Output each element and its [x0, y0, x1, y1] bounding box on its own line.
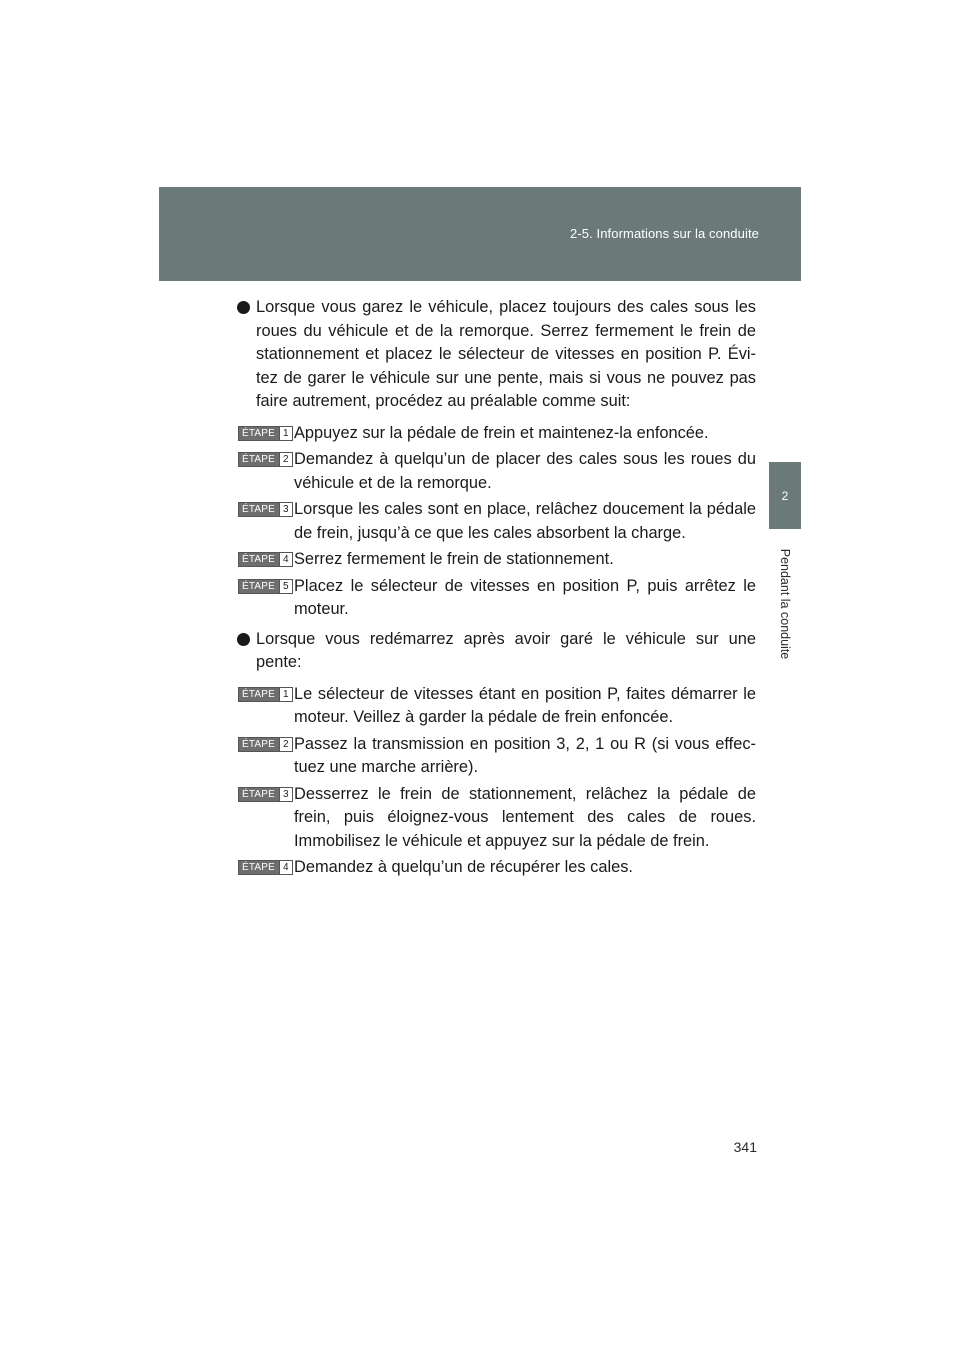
step-badge-label: ÉTAPE	[239, 503, 279, 516]
step-badge-number: 4	[279, 553, 292, 566]
step-badge-label: ÉTAPE	[239, 553, 279, 566]
page-number: 341	[733, 1139, 757, 1155]
step-item	[238, 422, 756, 446]
step-badge	[238, 579, 293, 594]
step-badge	[238, 552, 293, 567]
step-badge	[238, 502, 293, 517]
step-item	[238, 683, 756, 730]
bullet-dot-icon	[237, 301, 250, 314]
step-badge	[238, 737, 293, 752]
step-list-restart	[238, 683, 756, 880]
step-badge	[238, 426, 293, 441]
step-text: Serrez fermement le frein de stationnement.	[294, 550, 614, 568]
step-text: Demandez à quelqu’un de récupérer les cales.	[294, 858, 633, 876]
step-badge-number: 1	[279, 688, 292, 701]
chapter-number: 2	[781, 489, 789, 503]
bullet-dot-icon	[237, 633, 250, 646]
step-text: Le sélecteur de vitesses étant en position P, faites démarrer le moteur. Veillez à garder la pédale de frein enfoncée.	[294, 684, 756, 726]
step-badge-label: ÉTAPE	[239, 453, 279, 466]
step-badge-number: 1	[279, 427, 292, 440]
step-badge	[238, 687, 293, 702]
bullet-text: Lorsque vous garez le véhicule, placez toujours des cales sous les roues du véhicule et de la remorque. Serrez fermement le frein de stationnement et placez le sélecteur de vitesses en position P. Évi-tez de garer le véhicule sur une pente, mais si vous ne pouvez pas faire autrement, procédez au préalable comme suit:	[256, 298, 756, 410]
step-item	[238, 548, 756, 572]
step-text: Lorsque les cales sont en place, relâchez doucement la pédale de frein, jusqu’à ce que les cales absorbent la charge.	[294, 500, 756, 542]
step-badge-label: ÉTAPE	[239, 580, 279, 593]
chapter-label: Pendant la conduite	[778, 548, 792, 660]
step-badge	[238, 452, 293, 467]
step-badge-number: 2	[279, 453, 292, 466]
step-badge-label: ÉTAPE	[239, 861, 279, 874]
step-badge-number: 3	[279, 503, 292, 516]
step-item	[238, 733, 756, 780]
page-content	[238, 296, 756, 883]
step-item	[238, 783, 756, 854]
step-item	[238, 448, 756, 495]
step-badge	[238, 787, 293, 802]
step-badge-label: ÉTAPE	[239, 738, 279, 751]
step-badge-number: 4	[279, 861, 292, 874]
bullet-restart	[238, 628, 756, 675]
section-title: 2-5. Informations sur la conduite	[569, 226, 759, 241]
step-item	[238, 575, 756, 622]
step-item	[238, 856, 756, 880]
step-text: Passez la transmission en position 3, 2, 1 ou R (si vous effec-tuez une marche arrière).	[294, 734, 756, 776]
section-header	[159, 187, 801, 281]
step-badge-number: 5	[279, 580, 292, 593]
bullet-parking	[238, 296, 756, 414]
step-text: Demandez à quelqu’un de placer des cales sous les roues du véhicule et de la remorque.	[294, 450, 756, 492]
step-badge-label: ÉTAPE	[239, 788, 279, 801]
step-text: Placez le sélecteur de vitesses en position P, puis arrêtez le moteur.	[294, 576, 756, 618]
bullet-text: Lorsque vous redémarrez après avoir garé le véhicule sur une pente:	[256, 629, 756, 671]
step-badge-label: ÉTAPE	[239, 427, 279, 440]
step-list-parking	[238, 422, 756, 622]
step-item	[238, 498, 756, 545]
step-badge	[238, 860, 293, 875]
step-text: Appuyez sur la pédale de frein et maintenez-la enfoncée.	[294, 423, 709, 442]
chapter-tab	[769, 462, 801, 529]
step-badge-number: 3	[279, 788, 292, 801]
step-badge-number: 2	[279, 738, 292, 751]
step-text: Desserrez le frein de stationnement, relâchez la pédale de frein, puis éloignez-vous lentement des cales de roues. Immobilisez le véhicule et appuyez sur la pédale de frein.	[294, 784, 756, 850]
step-badge-label: ÉTAPE	[239, 688, 279, 701]
